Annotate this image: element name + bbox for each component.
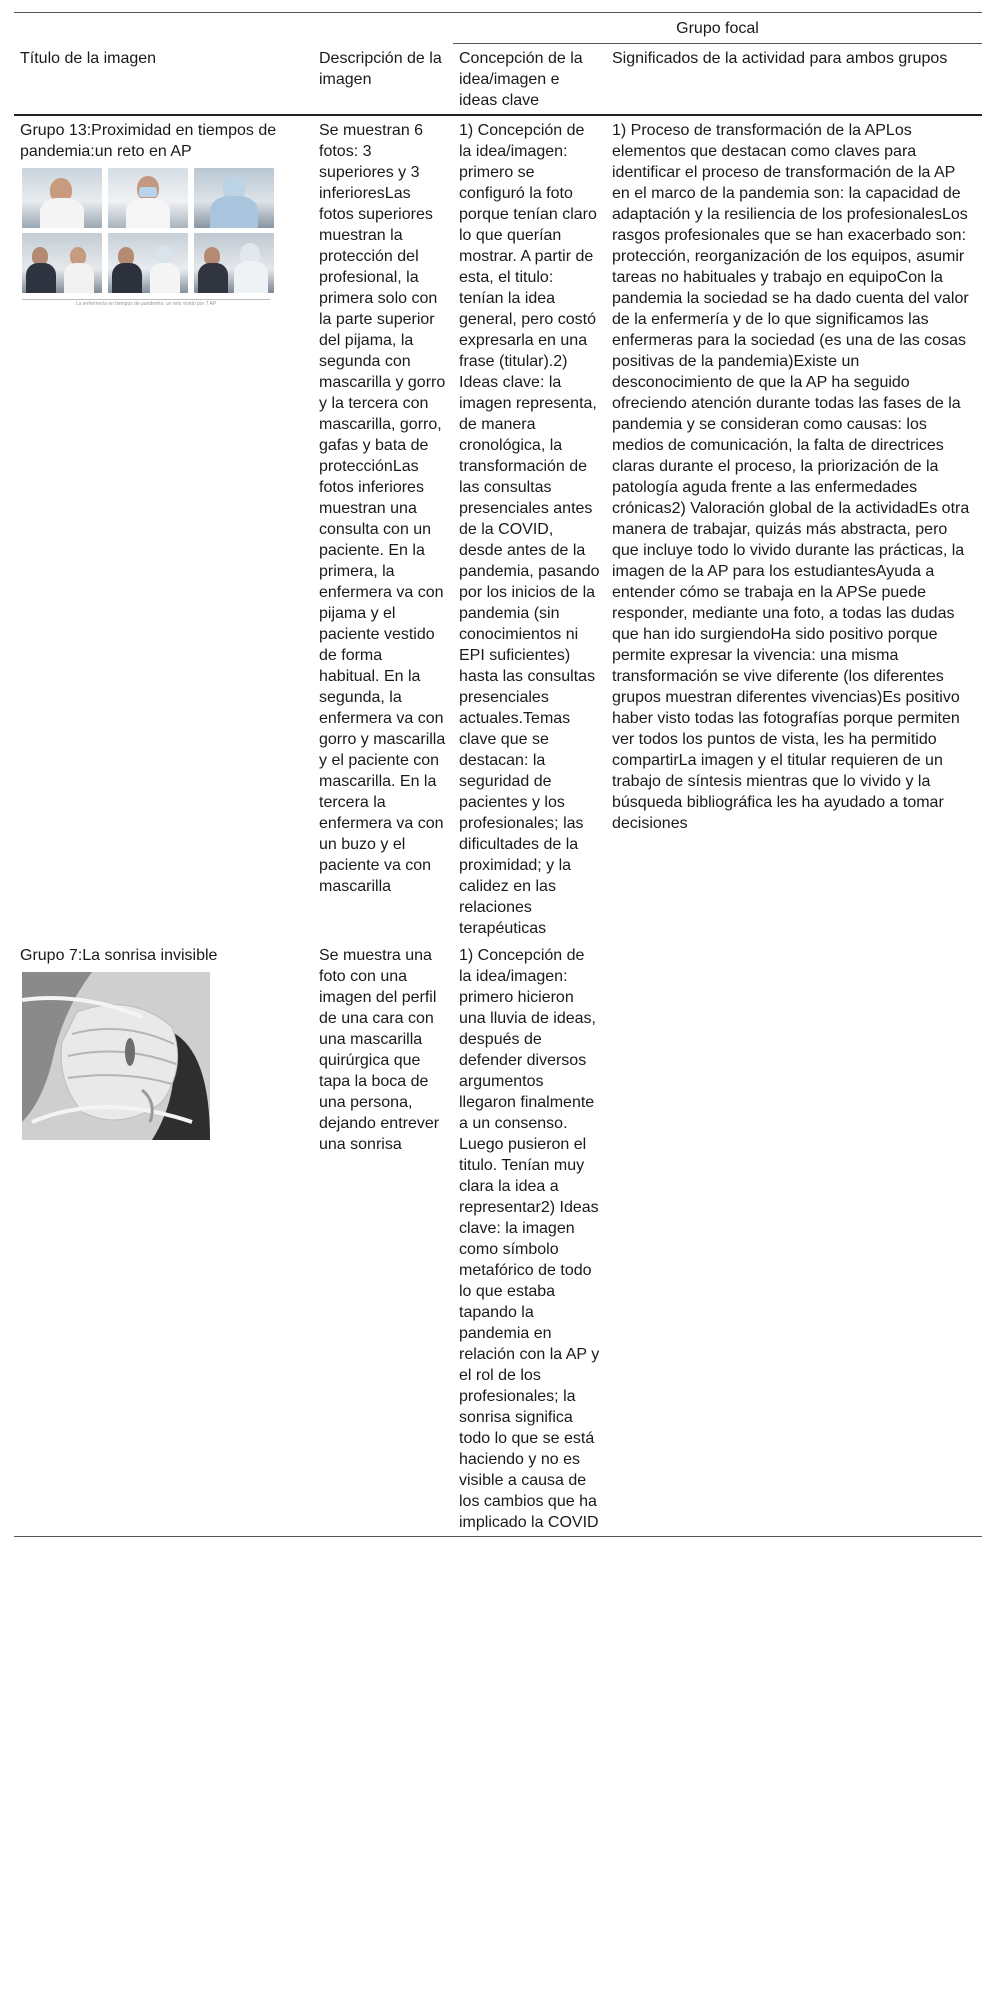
- collage-caption: La enfermería en tiempos de pandemia: un reto vivido por 7 AP: [75, 301, 217, 307]
- photo-thumbnail: [22, 233, 102, 293]
- cell-description: Se muestra una foto con una imagen del perfil de una cara con una mascarilla quirúrgica que tapa la boca de una persona, dejando entrever una sonrisa: [319, 947, 440, 1153]
- cell-title: [14, 115, 313, 942]
- caption-divider: [22, 299, 270, 300]
- empty-header-cell: [14, 13, 313, 44]
- column-header-meaning: Significados de la actividad para ambos grupos: [612, 50, 948, 67]
- photo-collage-icon: [20, 168, 272, 307]
- focus-group-table: [14, 12, 982, 1537]
- photo-thumbnail: [194, 168, 274, 228]
- grupo-focal-header: Grupo focal: [453, 13, 982, 44]
- row-title: Grupo 7:La sonrisa invisible: [20, 947, 218, 964]
- cell-description: Se muestran 6 fotos: 3 superiores y 3 inferioresLas fotos superiores muestran la protección del profesional, la primera solo con la parte superior del pijama, la segunda con mascarilla y gorro y la tercera con mascarilla, gorro, gafas y bata de protecciónLas fotos inferiores muestran una consulta con un paciente. En la primera, la enfermera va con pijama y el paciente vestido de forma habitual. En la segunda, la enfermera va con gorro y mascarilla y el paciente con mascarilla. En la tercera la enfermera va con un buzo y el paciente va con mascarilla: [319, 122, 446, 895]
- column-header-title: Título de la imagen: [20, 49, 157, 67]
- mask-illustration: [22, 972, 210, 1140]
- photo-thumbnail: [194, 233, 274, 293]
- photo-thumbnail: [22, 168, 102, 228]
- table-row: [14, 942, 982, 1537]
- group-header-row: [14, 13, 982, 44]
- table-row: [14, 115, 982, 942]
- surgical-mask-photo-icon: [22, 972, 210, 1140]
- column-header-row: [14, 44, 982, 116]
- cell-meaning: 1) Proceso de transformación de la APLos elementos que destacan como claves para identificar el proceso de transformación de la AP en el marco de la pandemia son: la capacidad de adaptación y la resiliencia de los profesionalesLos rasgos profesionales que se han exacerbado son: protección, reorganización de los equipos, asumir tareas no habituales y trabajo en equipoCon la pandemia la sociedad se ha dado cuenta del valor de la enfermería y de lo que significamos las enfermeras para la sociedad (es una de las cosas positivas de la pandemia)Existe un desconocimiento de que la AP ha seguido ofreciendo atención durante todas las fases de la pandemia y se consideran como causas: los medios de comunicación, la falta de directrices claras durante el proceso, la priorización de la patología aguda frente a las enfermedades crónicas2) Valoración global de la actividadEs otra manera de trabajar, quizás más abstracta, pero que incluye todo lo vivido durante las prácticas, la imagen de la AP para los estudiantesAyuda a entender cómo se trabaja en la APSe puede responder, mediante una foto, a todas las dudas que han ido surgiendoHa sido positivo porque permite expresar la vivencia: una misma transformación se vive diferente (los diferentes grupos muestran diferentes vivencias)Es positivo haber visto todas las fotografías porque permiten ver todos los puntos de vista, les ha permitido compartirLa imagen y el titular requieren de un trabajo de síntesis mientras que lo vivido y la búsqueda bibliográfica les ha ayudado a tomar decisiones: [612, 122, 970, 832]
- row-title: Grupo 13:Proximidad en tiempos de pandemia:un reto en AP: [20, 122, 277, 160]
- results-table-container: [14, 12, 982, 1537]
- cell-title: [14, 942, 313, 1537]
- cell-concept: 1) Concepción de la idea/imagen: primero se configuró la foto porque tenían claro lo que querían mostrar. A partir de esta, el titulo: tenían la idea general, pero costó expresarla en una frase (titular).2) Ideas clave: la imagen representa, de manera cronológica, la transformación de las consultas presenciales antes de la COVID, desde antes de la pandemia, pasando por los inicios de la pandemia (sin conocimientos ni EPI suficientes) hasta las consultas presenciales actuales.Temas clave que se destacan: la seguridad de pacientes y los profesionales; las dificultades de la proximidad; y la calidez en las relaciones terapéuticas: [459, 122, 600, 937]
- cell-meaning: [606, 942, 982, 1537]
- empty-header-cell: [313, 13, 453, 44]
- column-header-description: Descripción de la imagen: [319, 49, 442, 88]
- photo-thumbnail: [108, 168, 188, 228]
- cell-concept: 1) Concepción de la idea/imagen: primero hicieron una lluvia de ideas, después de defender diversos argumentos llegaron finalmente a un consenso. Luego pusieron el titulo. Tenían muy clara la idea a representar2) Ideas clave: la imagen como símbolo metafórico de todo lo que estaba tapando la pandemia en relación con la AP y el rol de los profesionales; la sonrisa significa todo lo que se está haciendo y no es visible a causa de los cambios que ha implicado la COVID: [459, 947, 600, 1531]
- column-header-concept: Concepción de la idea/imagen e ideas clave: [459, 50, 583, 109]
- photo-thumbnail: [108, 233, 188, 293]
